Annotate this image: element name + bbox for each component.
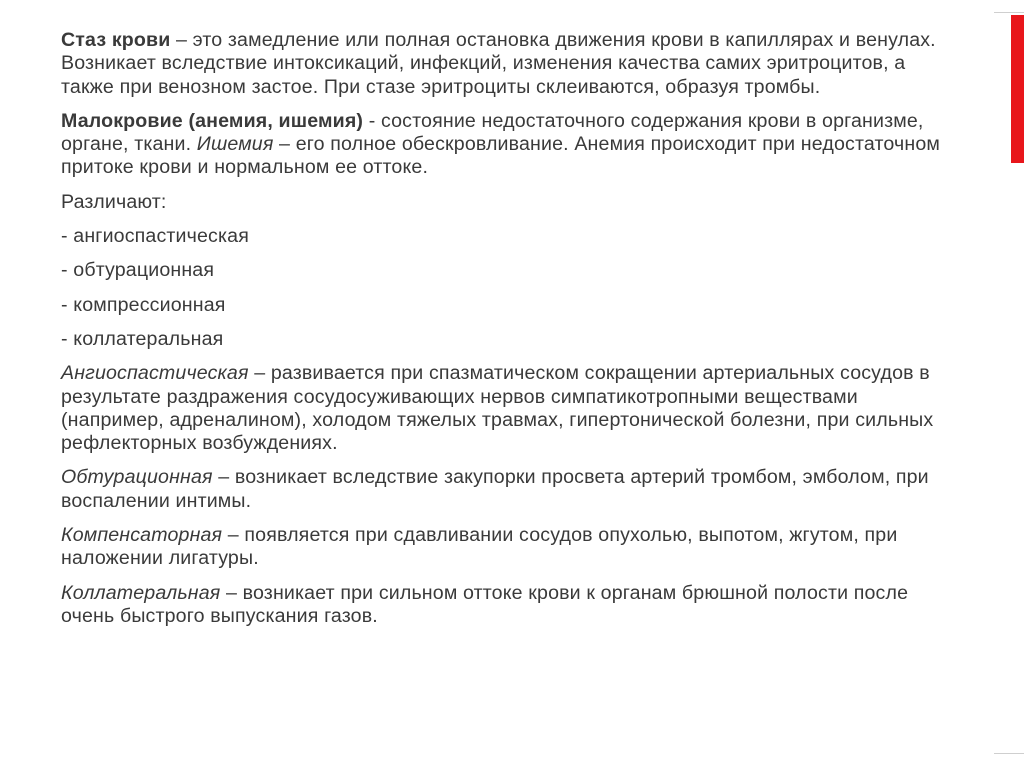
paragraph-compensatory: [61, 524, 961, 571]
definition-obturation: – возникает вследствие закупорки просвета артерий тромбом, эмболом, при воспалении интимы.: [61, 466, 929, 512]
bottom-corner-line: [994, 753, 1024, 754]
paragraph-stasis: [61, 29, 961, 99]
definition-anemia: - состояние недостаточного содержания крови в организме, органе, ткани.: [61, 109, 924, 156]
definition-angiospastic: – развивается при спазматическом сокращении артериальных сосудов в результате раздражения сосудосуживающих нервов симпатикотропными веществами (например, адреналином), холодом тяжелых травмах, гипертонической болезни, при сильных рефлекторных возбуждениях.: [61, 362, 934, 455]
term-anemia: Малокровие (анемия, ишемия): [61, 109, 364, 132]
list-item-angiospastic: - ангиоспастическая: [61, 225, 249, 248]
list-item-compression: - компрессионная: [61, 293, 226, 316]
definition-ischemia: – его полное обескровливание. Анемия происходит при недостаточном притоке крови и нормальном ее оттоке.: [61, 133, 940, 179]
term-compensatory: Компенсаторная: [61, 524, 223, 547]
term-stasis: Стаз крови: [61, 29, 171, 51]
definition-compensatory: – появляется при сдавливании сосудов опухолью, выпотом, жгутом, при наложении лигатуры.: [61, 524, 898, 570]
definition-stasis: – это замедление или полная остановка движения крови в капиллярах и венулах. Возникает вследствие интоксикаций, инфекций, изменения качества самих эритроцитов, а также при венозном застое. При стазе эритроциты склеиваются, образуя тромбы.: [61, 29, 936, 98]
top-corner-line: [994, 12, 1024, 13]
distinguish-label: Различают:: [61, 190, 167, 213]
list-item-obturation: - обтурационная: [61, 259, 215, 282]
definition-collateral: – возникает при сильном оттоке крови к органам брюшной полости после очень быстрого выпускания газов.: [61, 581, 909, 627]
term-angiospastic: Ангиоспастическая: [61, 362, 249, 385]
slide-body: [61, 29, 961, 639]
paragraph-obturation: [61, 466, 961, 513]
list-item-collateral: - коллатеральная: [61, 327, 224, 350]
term-ischemia: Ишемия: [196, 133, 274, 156]
paragraph-anemia: [61, 110, 961, 180]
paragraph-collateral: [61, 582, 961, 629]
term-obturation: Обтурационная: [61, 466, 213, 489]
red-accent-bar: [1011, 15, 1024, 163]
paragraph-angiospastic: [61, 362, 961, 455]
term-collateral: Коллатеральная: [61, 581, 221, 604]
